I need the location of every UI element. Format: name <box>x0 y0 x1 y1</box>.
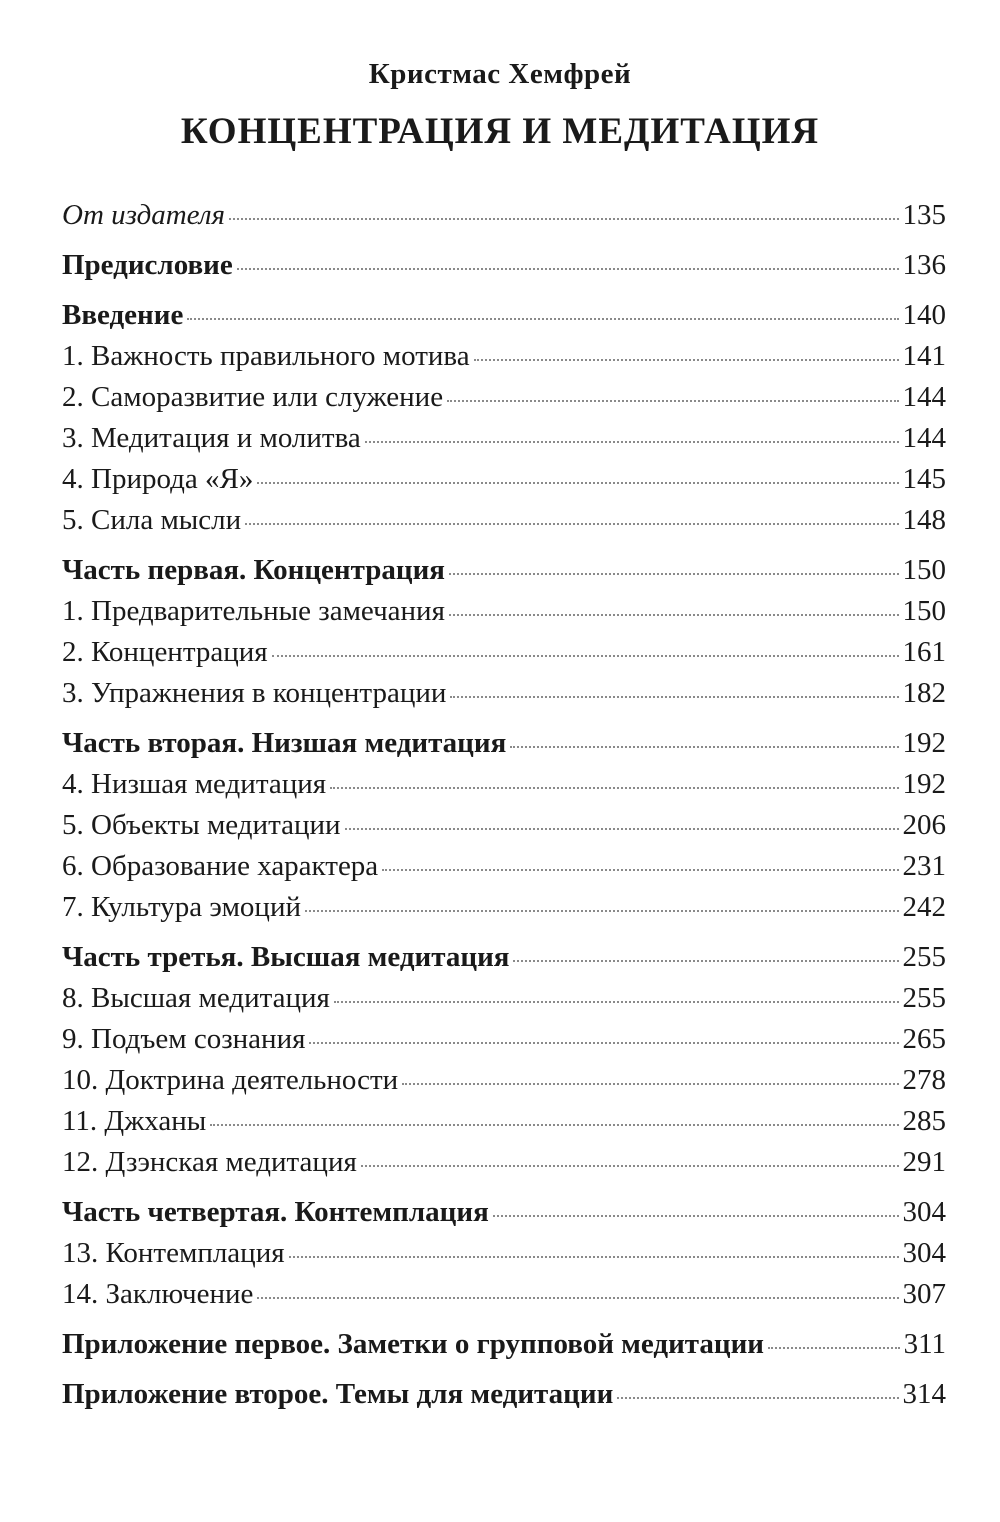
toc-entry <box>62 459 946 500</box>
toc-entry-page-number: 144 <box>902 381 946 413</box>
dot-leader <box>272 655 899 657</box>
dot-leader <box>289 1256 899 1258</box>
toc-entry <box>62 195 946 236</box>
toc-entry <box>62 336 946 377</box>
dot-leader <box>257 482 898 484</box>
dot-leader <box>245 523 898 525</box>
toc-entry-page-number: 136 <box>902 249 946 281</box>
toc-entry-page-number: 278 <box>902 1064 946 1096</box>
toc-entry-page-number: 304 <box>902 1237 946 1269</box>
toc-entry-title: 9. Подъем сознания <box>62 1023 306 1055</box>
toc-entry-title: 2. Концентрация <box>62 636 268 668</box>
toc-entry <box>62 1192 946 1233</box>
toc-entry-title: 4. Низшая медитация <box>62 768 327 800</box>
toc-entry-page-number: 285 <box>902 1105 946 1137</box>
toc-entry-page-number: 314 <box>902 1378 946 1410</box>
toc-entry <box>62 1019 946 1060</box>
toc-entry <box>62 550 946 591</box>
toc-entry-title: 4. Природа «Я» <box>62 463 254 495</box>
toc-entry <box>62 846 946 887</box>
author-name: Кристмас Хемфрей <box>368 58 632 90</box>
dot-leader <box>510 746 898 748</box>
toc-entry <box>62 978 946 1019</box>
toc-entry-title: Часть вторая. Низшая медитация <box>62 727 507 759</box>
toc-entry-page-number: 311 <box>903 1328 946 1360</box>
dot-leader <box>334 1001 899 1003</box>
dot-leader <box>617 1397 898 1399</box>
dot-leader <box>187 318 898 320</box>
toc-entry <box>62 887 946 928</box>
toc-entry <box>62 500 946 541</box>
toc-entry <box>62 1324 946 1365</box>
dot-leader <box>361 1165 899 1167</box>
table-of-contents <box>62 195 946 1415</box>
dot-leader <box>210 1124 898 1126</box>
toc-entry-page-number: 150 <box>902 595 946 627</box>
toc-entry-title: 5. Объекты медитации <box>62 809 341 841</box>
toc-entry-title: 13. Контемплация <box>62 1237 285 1269</box>
book-title: КОНЦЕНТРАЦИЯ И МЕДИТАЦИЯ <box>180 111 820 152</box>
toc-entry-page-number: 192 <box>902 768 946 800</box>
toc-entry-title: Приложение первое. Заметки о групповой медитации <box>62 1328 765 1360</box>
toc-entry-page-number: 307 <box>902 1278 946 1310</box>
toc-entry-title: Часть первая. Концентрация <box>62 554 445 586</box>
toc-entry-page-number: 242 <box>902 891 946 923</box>
toc-entry-title: 11. Джханы <box>62 1105 207 1137</box>
toc-entry-title: 14. Заключение <box>62 1278 254 1310</box>
dot-leader <box>402 1083 898 1085</box>
toc-entry-title: 7. Культура эмоций <box>62 891 301 923</box>
toc-entry-page-number: 140 <box>902 299 946 331</box>
toc-entry <box>62 937 946 978</box>
toc-entry <box>62 245 946 286</box>
toc-entry-title: Часть третья. Высшая медитация <box>62 941 510 973</box>
toc-entry-title: 12. Дзэнская медитация <box>62 1146 357 1178</box>
toc-entry-page-number: 161 <box>902 636 946 668</box>
toc-entry <box>62 295 946 336</box>
dot-leader <box>447 400 898 402</box>
toc-entry-page-number: 182 <box>902 677 946 709</box>
toc-entry <box>62 591 946 632</box>
toc-entry-page-number: 141 <box>902 340 946 372</box>
toc-entry-page-number: 265 <box>902 1023 946 1055</box>
toc-entry <box>62 805 946 846</box>
toc-entry <box>62 764 946 805</box>
toc-entry <box>62 1374 946 1415</box>
toc-entry <box>62 632 946 673</box>
toc-entry <box>62 1101 946 1142</box>
toc-entry-page-number: 150 <box>902 554 946 586</box>
toc-entry-page-number: 144 <box>902 422 946 454</box>
dot-leader <box>449 573 899 575</box>
dot-leader <box>345 828 899 830</box>
dot-leader <box>382 869 898 871</box>
toc-entry <box>62 377 946 418</box>
dot-leader <box>305 910 899 912</box>
toc-entry-page-number: 192 <box>902 727 946 759</box>
dot-leader <box>257 1297 898 1299</box>
dot-leader <box>450 696 898 698</box>
toc-entry-page-number: 304 <box>902 1196 946 1228</box>
dot-leader <box>474 359 899 361</box>
toc-entry-title: 3. Медитация и молитва <box>62 422 361 454</box>
dot-leader <box>229 218 899 220</box>
toc-entry-title: 1. Предварительные замечания <box>62 595 445 627</box>
dot-leader <box>768 1347 900 1349</box>
dot-leader <box>449 614 899 616</box>
toc-entry <box>62 723 946 764</box>
dot-leader <box>309 1042 898 1044</box>
toc-entry <box>62 1233 946 1274</box>
toc-entry-page-number: 135 <box>902 199 946 231</box>
toc-entry-title: 2. Саморазвитие или служение <box>62 381 444 413</box>
toc-entry-title: 8. Высшая медитация <box>62 982 330 1014</box>
toc-entry <box>62 1142 946 1183</box>
dot-leader <box>513 960 898 962</box>
toc-entry-title: Часть четвертая. Контемплация <box>62 1196 489 1228</box>
toc-entry-title: 1. Важность правильного мотива <box>62 340 470 372</box>
toc-entry <box>62 418 946 459</box>
dot-leader <box>330 787 898 789</box>
toc-entry-page-number: 231 <box>902 850 946 882</box>
toc-entry-title: Приложение второе. Темы для медитации <box>62 1378 614 1410</box>
toc-entry-page-number: 148 <box>902 504 946 536</box>
toc-entry-title: 5. Сила мысли <box>62 504 242 536</box>
toc-entry-page-number: 255 <box>902 941 946 973</box>
toc-entry-title: Предисловие <box>62 249 233 281</box>
toc-entry <box>62 1060 946 1101</box>
toc-entry-title: 6. Образование характера <box>62 850 379 882</box>
toc-entry-page-number: 291 <box>902 1146 946 1178</box>
toc-entry-page-number: 206 <box>902 809 946 841</box>
toc-entry-title: Введение <box>62 299 184 331</box>
toc-entry-title: 10. Доктрина деятельности <box>62 1064 399 1096</box>
toc-entry-title: От издателя <box>62 199 225 231</box>
dot-leader <box>493 1215 899 1217</box>
dot-leader <box>365 441 899 443</box>
toc-entry-page-number: 145 <box>902 463 946 495</box>
toc-entry <box>62 1274 946 1315</box>
toc-entry <box>62 673 946 714</box>
toc-entry-page-number: 255 <box>902 982 946 1014</box>
toc-entry-title: 3. Упражнения в концентрации <box>62 677 447 709</box>
dot-leader <box>237 268 899 270</box>
